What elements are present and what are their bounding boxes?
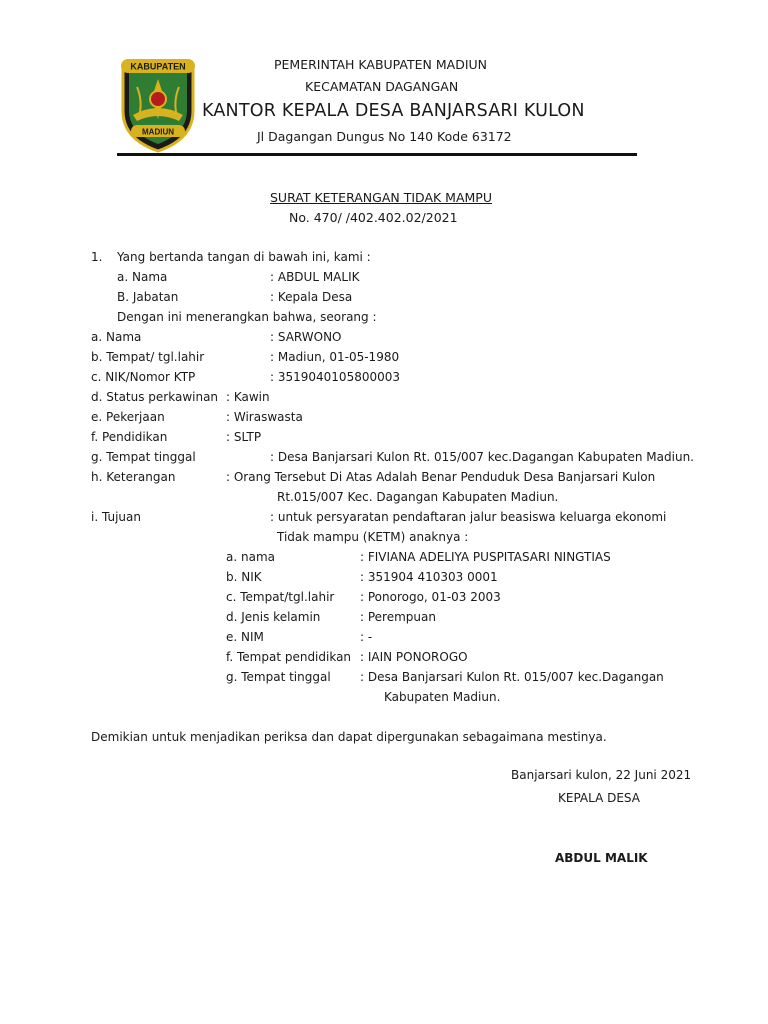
person-name-label: a. Nama xyxy=(91,330,142,344)
signer-position-label: B. Jabatan xyxy=(117,290,179,304)
child-nim-value: : - xyxy=(360,630,373,644)
child-gender-value: : Perempuan xyxy=(360,610,436,624)
signer-name-label: a. Nama xyxy=(117,270,168,284)
child-nik-value: : 351904 410303 0001 xyxy=(360,570,498,584)
person-name-value: : SARWONO xyxy=(270,330,342,344)
letter-number: No. 470/ /402.402.02/2021 xyxy=(289,210,458,225)
child-school-value: : IAIN PONOROGO xyxy=(360,650,468,664)
signer-position-value: : Kepala Desa xyxy=(270,290,353,304)
person-job-label: e. Pekerjaan xyxy=(91,410,165,424)
signer-name-value: : ABDUL MALIK xyxy=(270,270,360,284)
signature-position: KEPALA DESA xyxy=(558,791,640,805)
child-name-label: a. nama xyxy=(226,550,275,564)
emblem-bottom-text: MADIUN xyxy=(142,127,174,137)
child-birth-label: c. Tempat/tgl.lahir xyxy=(226,590,335,604)
person-birth-value: : Madiun, 01-05-1980 xyxy=(270,350,400,364)
signature-name: ABDUL MALIK xyxy=(555,851,648,865)
person-residence-value: : Desa Banjarsari Kulon Rt. 015/007 kec.Dagangan Kabupaten Madiun. xyxy=(270,450,694,464)
emblem-top-text: KABUPATEN xyxy=(130,61,186,72)
person-purpose-value: : untuk persyaratan pendaftaran jalur beasiswa keluarga ekonomi xyxy=(270,510,667,524)
person-note-value-line2: Rt.015/007 Kec. Dagangan Kabupaten Madiun. xyxy=(277,490,559,504)
section-number: 1. xyxy=(91,250,103,264)
header-government: PEMERINTAH KABUPATEN MADIUN xyxy=(274,57,488,72)
header-office: KANTOR KEPALA DESA BANJARSARI KULON xyxy=(202,101,585,121)
person-purpose-label: i. Tujuan xyxy=(91,510,141,524)
person-education-value: : SLTP xyxy=(226,430,262,444)
child-nim-label: e. NIM xyxy=(226,630,264,644)
person-nik-label: c. NIK/Nomor KTP xyxy=(91,370,196,384)
person-note-label: h. Keterangan xyxy=(91,470,176,484)
person-marital-label: d. Status perkawinan xyxy=(91,390,219,404)
letterhead-divider xyxy=(117,153,637,156)
header-district: KECAMATAN DAGANGAN xyxy=(305,79,459,94)
person-job-value: : Wiraswasta xyxy=(226,410,303,424)
person-nik-value: : 3519040105800003 xyxy=(270,370,401,384)
child-birth-value: : Ponorogo, 01-03 2003 xyxy=(360,590,501,604)
child-gender-label: d. Jenis kelamin xyxy=(226,610,321,624)
child-nik-label: b. NIK xyxy=(226,570,262,584)
closing-statement: Demikian untuk menjadikan periksa dan dapat dipergunakan sebagaimana mestinya. xyxy=(91,730,607,744)
child-residence-value: : Desa Banjarsari Kulon Rt. 015/007 kec.Dagangan xyxy=(360,670,664,684)
signature-place-date: Banjarsari kulon, 22 Juni 2021 xyxy=(511,768,692,782)
person-purpose-value-line2: Tidak mampu (KETM) anaknya : xyxy=(277,530,469,544)
child-residence-label: g. Tempat tinggal xyxy=(226,670,331,684)
person-note-value: : Orang Tersebut Di Atas Adalah Benar Penduduk Desa Banjarsari Kulon xyxy=(226,470,656,484)
person-marital-value: : Kawin xyxy=(226,390,270,404)
section-intro: Yang bertanda tangan di bawah ini, kami : xyxy=(117,250,371,264)
kabupaten-madiun-emblem xyxy=(117,57,199,153)
child-name-value: : FIVIANA ADELIYA PUSPITASARI NINGTIAS xyxy=(360,550,611,564)
child-residence-value-line2: Kabupaten Madiun. xyxy=(384,690,501,704)
child-school-label: f. Tempat pendidikan xyxy=(226,650,352,664)
person-residence-label: g. Tempat tinggal xyxy=(91,450,196,464)
person-education-label: f. Pendidikan xyxy=(91,430,168,444)
header-address: Jl Dagangan Dungus No 140 Kode 63172 xyxy=(257,129,512,144)
declaration-text: Dengan ini menerangkan bahwa, seorang : xyxy=(117,310,377,324)
letter-title: SURAT KETERANGAN TIDAK MAMPU xyxy=(270,190,492,205)
person-birth-label: b. Tempat/ tgl.lahir xyxy=(91,350,205,364)
